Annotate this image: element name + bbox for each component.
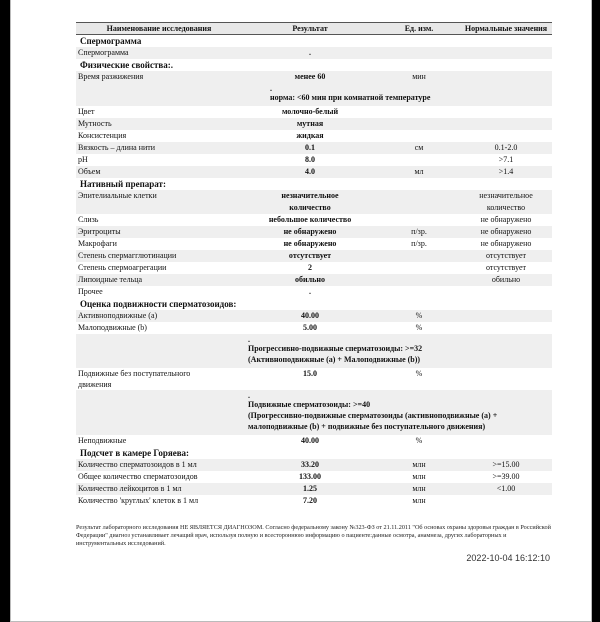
- row-value: 40.00: [301, 436, 319, 445]
- table-row: [76, 130, 552, 142]
- row-name: Эритроциты: [76, 226, 242, 238]
- table-row: [76, 495, 552, 507]
- section-motility: [76, 298, 552, 310]
- row-name: Эпителиальные клетки: [76, 190, 242, 214]
- row-unit: млн: [412, 472, 426, 481]
- note-text: норма: <60 мин при комнатной температуре: [270, 93, 431, 102]
- table-header: [76, 23, 552, 35]
- row-value: не обнаружено: [283, 239, 337, 248]
- row-value: молочно-белый: [281, 107, 339, 116]
- row-name: Время разжижения: [76, 71, 242, 83]
- row-name: Макрофаги: [78, 239, 117, 248]
- row-norm-cont: количество: [486, 203, 526, 212]
- note-text: малоподвижные (b) + подвижные без поступательного движения): [248, 422, 486, 431]
- row-unit: %: [415, 436, 423, 445]
- table-row: [76, 118, 552, 130]
- row-value: не обнаружено: [242, 226, 378, 238]
- row-value: .: [309, 287, 311, 296]
- table-row: [76, 274, 552, 286]
- row-norm: >1.4: [460, 166, 552, 178]
- row-unit: млн: [378, 459, 460, 471]
- results-table: [76, 22, 552, 507]
- row-name: Консистенция: [78, 131, 127, 140]
- note-dot: .: [248, 335, 250, 344]
- table-row: [76, 142, 552, 154]
- row-unit: мин: [378, 71, 460, 83]
- table-row: [76, 71, 552, 83]
- col-header-name: Наименование исследования: [76, 23, 242, 35]
- row-value: 4.0: [242, 166, 378, 178]
- row-name: Прочее: [78, 287, 103, 296]
- section-title: Оценка подвижности сперматозоидов:: [80, 299, 237, 309]
- row-name: Спермограмма: [76, 47, 242, 59]
- section-title: Спермограмма: [80, 36, 142, 46]
- table-row: [76, 322, 552, 334]
- row-value: незначительное: [281, 191, 339, 200]
- table-row: [76, 471, 552, 483]
- table-row: [76, 166, 552, 178]
- row-unit: п/зр.: [378, 226, 460, 238]
- row-name: Количество 'круглых' клеток в 1 мл: [78, 496, 199, 505]
- row-name: Мутность: [76, 118, 242, 130]
- row-unit: мл: [378, 166, 460, 178]
- row-name: Степень спермоагрегации: [78, 263, 167, 272]
- row-norm: не обнаружено: [460, 226, 552, 238]
- row-value: отсутствует: [242, 250, 378, 262]
- row-unit: %: [415, 323, 423, 332]
- note-text: Прогрессивно-подвижные сперматозоиды: >=32: [248, 344, 423, 353]
- row-name-cont: движения: [78, 380, 112, 389]
- row-unit: %: [378, 310, 460, 322]
- row-unit: см: [378, 142, 460, 154]
- row-value: обильно: [242, 274, 378, 286]
- row-value: жидкая: [296, 131, 324, 140]
- row-norm: 0.1-2.0: [460, 142, 552, 154]
- table-row: [76, 106, 552, 118]
- row-unit: млн: [378, 483, 460, 495]
- row-value: мутная: [242, 118, 378, 130]
- section-native: [76, 178, 552, 190]
- table-row: [76, 368, 552, 390]
- norm-note: [76, 83, 552, 106]
- row-norm: >=15.00: [460, 459, 552, 471]
- row-value: 2: [308, 263, 312, 272]
- table-row: [76, 47, 552, 59]
- note-dot: .: [270, 84, 272, 93]
- row-norm: обильно: [460, 274, 552, 286]
- row-value: 40.00: [242, 310, 378, 322]
- section-goryaev: [76, 447, 552, 459]
- col-header-unit: Ед. изм.: [378, 23, 460, 35]
- table-row: [76, 310, 552, 322]
- table-row: [76, 250, 552, 262]
- table-row: [76, 262, 552, 274]
- note-dot: .: [248, 391, 250, 400]
- table-row: [76, 483, 552, 495]
- row-name: Подвижные без поступательного: [78, 369, 191, 378]
- row-name: Вязкость – длина нити: [76, 142, 242, 154]
- row-name: Объем: [76, 166, 242, 178]
- norm-note: [76, 334, 552, 368]
- section-title: Нативный препарат:: [80, 179, 166, 189]
- row-unit: п/зр.: [411, 239, 427, 248]
- row-norm: <1.00: [460, 483, 552, 495]
- row-unit: млн: [412, 496, 426, 505]
- row-name: Активноподвижные (a): [76, 310, 242, 322]
- section-title: Подсчет в камере Горяева:: [80, 448, 190, 458]
- row-norm: отсутствует: [460, 250, 552, 262]
- col-header-norm: Нормальные значения: [460, 23, 552, 35]
- row-name: Количество лейкоцитов в 1 мл: [76, 483, 242, 495]
- table-row: [76, 459, 552, 471]
- report-timestamp: 2022-10-04 16:12:10: [466, 553, 550, 563]
- table-row: [76, 190, 552, 214]
- table-row: [76, 214, 552, 226]
- row-value: 1.25: [242, 483, 378, 495]
- row-value: 8.0: [305, 155, 315, 164]
- note-text: Подвижные сперматозоиды: >=40: [248, 400, 371, 409]
- row-name: Слизь: [78, 215, 99, 224]
- row-norm: >=39.00: [492, 472, 520, 481]
- row-name: Общее количество сперматозоидов: [78, 472, 198, 481]
- note-text: (Активноподвижные (a) + Малоподвижные (b)): [248, 355, 421, 364]
- norm-note: [76, 390, 552, 435]
- section-physical: [76, 59, 552, 71]
- row-norm: >7.1: [498, 155, 514, 164]
- row-name: Количество сперматозоидов в 1 мл: [76, 459, 242, 471]
- row-name: Малоподвижные (b): [78, 323, 147, 332]
- row-value: 33.20: [242, 459, 378, 471]
- row-value-cont: количество: [289, 203, 331, 212]
- row-unit: %: [415, 369, 423, 378]
- row-norm: незначительное: [479, 191, 533, 200]
- row-norm: отсутствует: [485, 263, 527, 272]
- row-value: 133.00: [299, 472, 321, 481]
- row-norm: не обнаружено: [480, 215, 532, 224]
- table-row: [76, 154, 552, 166]
- table-row: [76, 286, 552, 298]
- row-value: 15.0: [303, 369, 317, 378]
- row-value: менее 60: [242, 71, 378, 83]
- row-norm: не обнаружено: [480, 239, 532, 248]
- row-name: Неподвижные: [78, 436, 127, 445]
- disclaimer-text: Результат лабораторного исследования НЕ ЯВЛЯЕТСЯ ДИАГНОЗОМ. Согласно федеральному закону №323-ФЗ от 21.11.2011 "Об основах охраны здоровья граждан в Российской Федерации" диагноз устанавливает лечащий врач, используя полную и всестороннюю информацию о пациенте:данные осмотра, анамнеза, других лабораторных и инструментальных исследований.: [76, 524, 551, 547]
- section-spermogram: [76, 35, 552, 48]
- row-value: 5.00: [303, 323, 317, 332]
- row-value: .: [242, 47, 378, 59]
- row-name: Цвет: [78, 107, 95, 116]
- note-text: (Прогрессивно-подвижные сперматозоиды (активноподвижные (a) +: [248, 411, 498, 420]
- table-row: [76, 238, 552, 250]
- table-row: [76, 435, 552, 447]
- col-header-result: Результат: [242, 23, 378, 35]
- row-value: небольшое количество: [268, 215, 352, 224]
- row-value: 7.20: [303, 496, 317, 505]
- row-name: Степень спермагглютинации: [76, 250, 242, 262]
- row-name: Липоидные тельца: [76, 274, 242, 286]
- row-name: pH: [78, 155, 88, 164]
- table-row: [76, 226, 552, 238]
- row-value: 0.1: [242, 142, 378, 154]
- results-sheet: [76, 22, 552, 507]
- section-title: Физические свойства:.: [80, 60, 174, 70]
